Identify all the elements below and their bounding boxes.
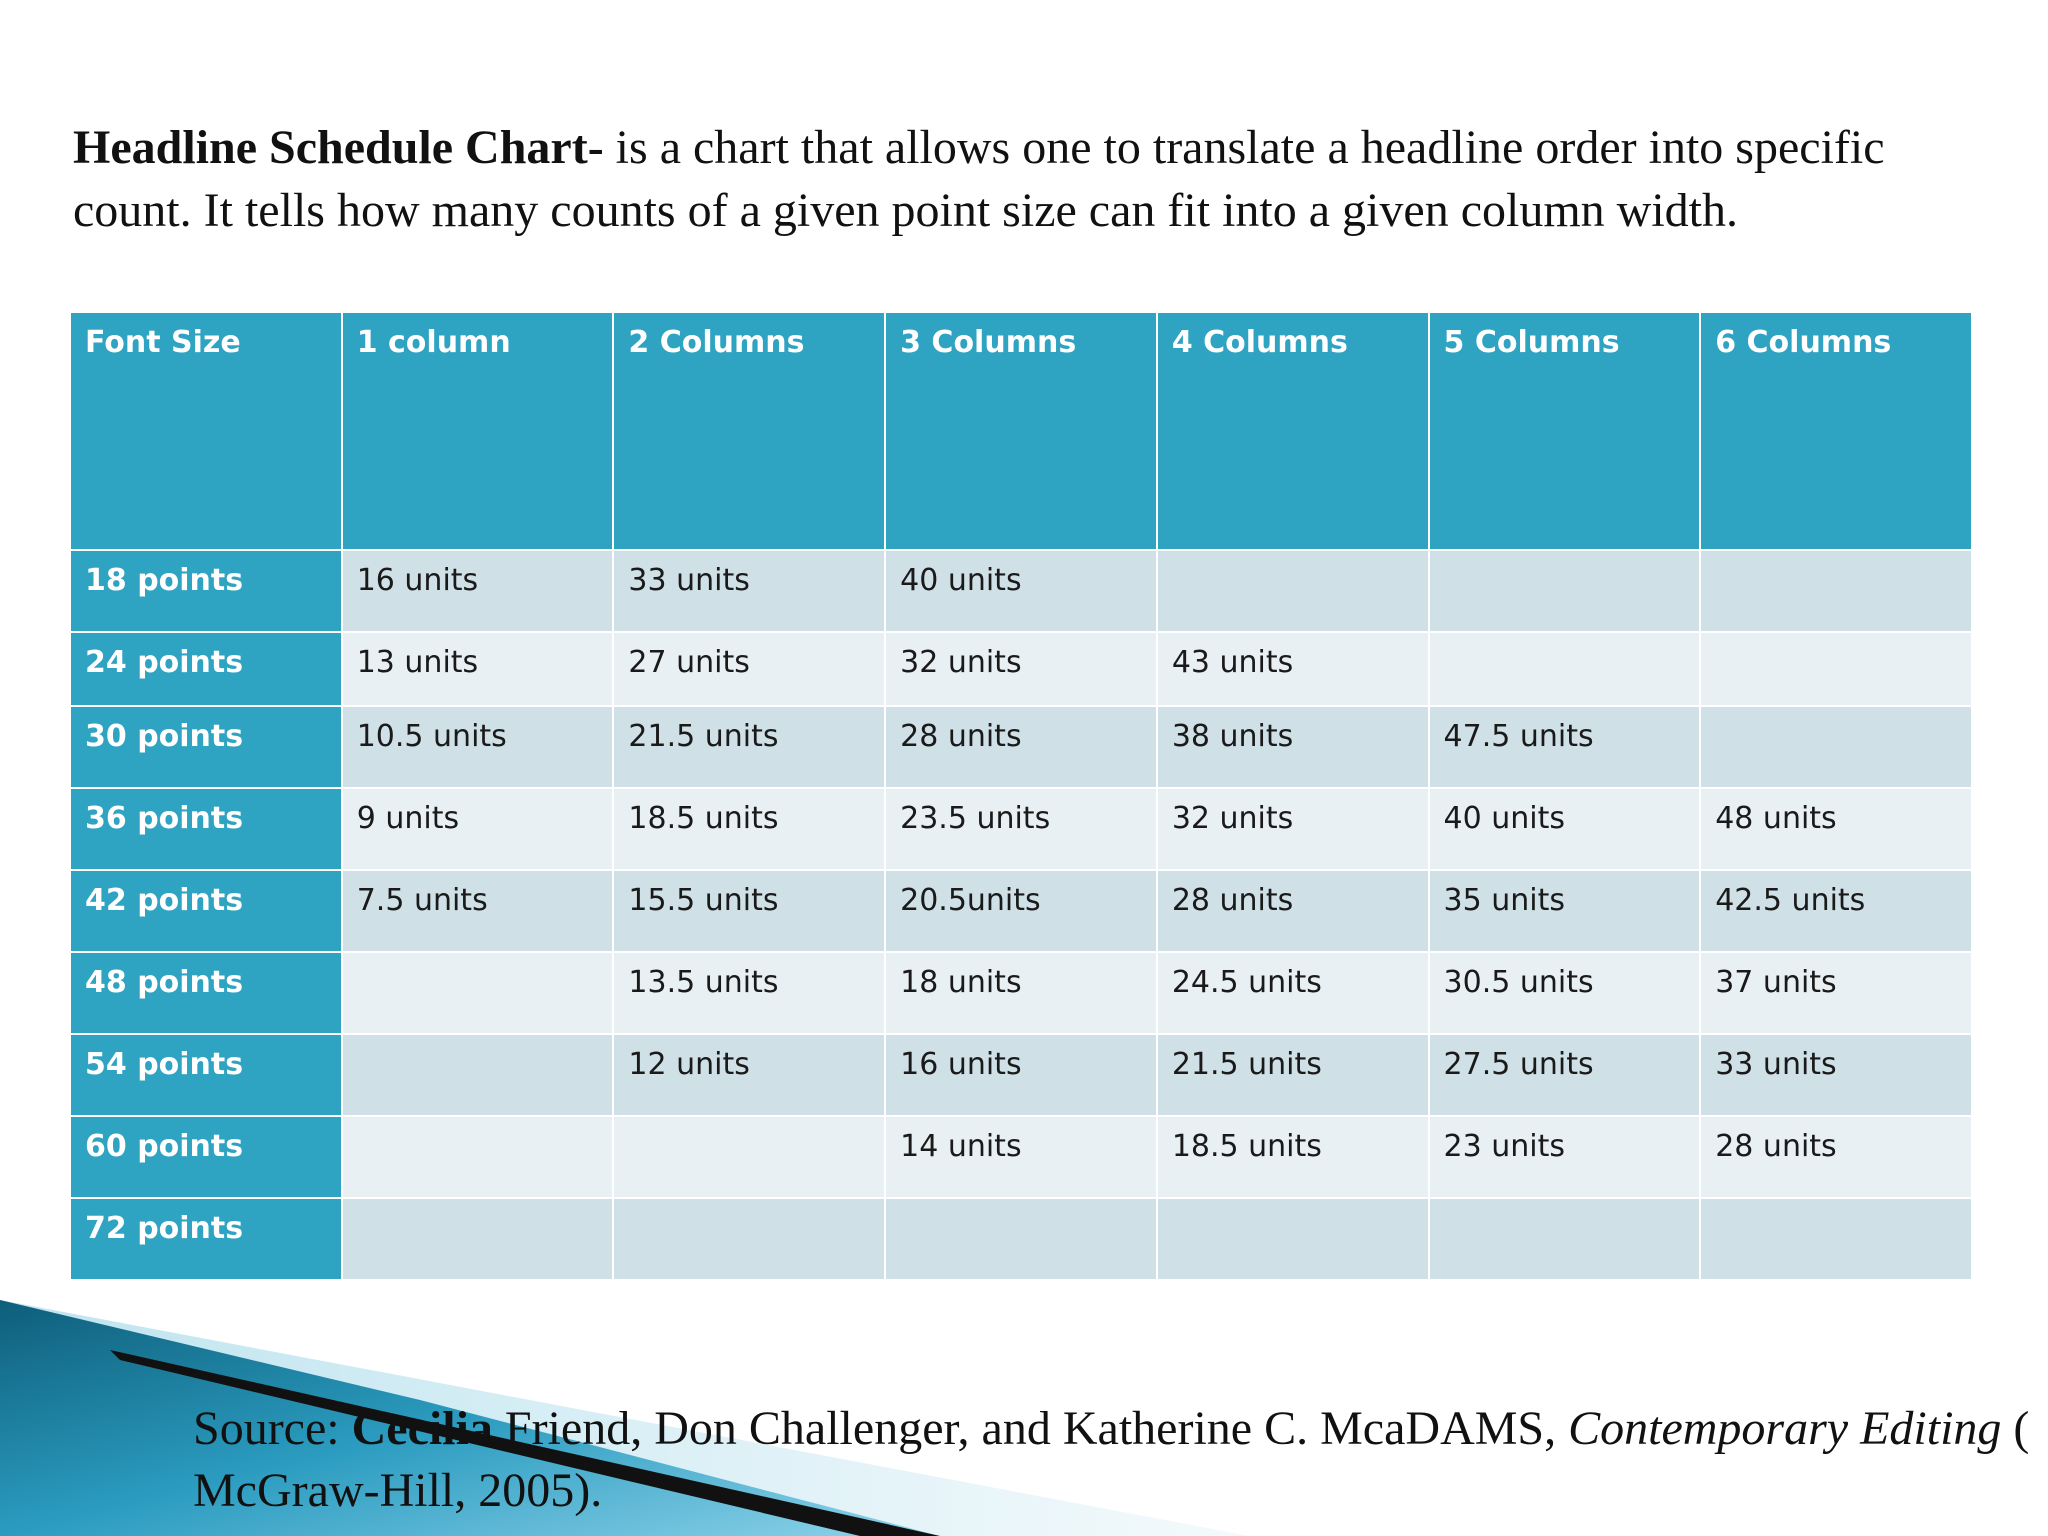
- source-publisher: ( McGraw-Hill, 2005).: [193, 1402, 2030, 1517]
- table-cell: [1700, 706, 1972, 788]
- table-cell: 30.5 units: [1429, 952, 1701, 1034]
- table-cell: [1157, 550, 1429, 632]
- table-cell: 33 units: [613, 550, 885, 632]
- table-cell: [1429, 632, 1701, 706]
- table-cell: 40 units: [885, 550, 1157, 632]
- row-font-size: 48 points: [70, 952, 342, 1034]
- table-cell: 16 units: [885, 1034, 1157, 1116]
- table-cell: 32 units: [1157, 788, 1429, 870]
- table-cell: 15.5 units: [613, 870, 885, 952]
- table-cell: 42.5 units: [1700, 870, 1972, 952]
- table-cell: [1157, 1198, 1429, 1280]
- table-cell: 9 units: [342, 788, 614, 870]
- intro-definition: is a chart that allows one to translate a headline order into specific count. It tells how many counts of a given point size can fit into a given column width.: [73, 121, 1885, 237]
- table-cell: 18 units: [885, 952, 1157, 1034]
- table-cell: 18.5 units: [1157, 1116, 1429, 1198]
- table-cell: [342, 1034, 614, 1116]
- table-cell: 21.5 units: [1157, 1034, 1429, 1116]
- table-header-row: [70, 312, 1972, 550]
- table-cell: 28 units: [1157, 870, 1429, 952]
- table-row: [70, 788, 1972, 870]
- header-4-columns: 4 Columns: [1157, 312, 1429, 550]
- table-row: [70, 952, 1972, 1034]
- table-cell: 37 units: [1700, 952, 1972, 1034]
- row-font-size: 42 points: [70, 870, 342, 952]
- table-cell: [342, 952, 614, 1034]
- table-cell: 35 units: [1429, 870, 1701, 952]
- source-citation: [193, 1398, 2033, 1522]
- table-cell: 23 units: [1429, 1116, 1701, 1198]
- table-body: [70, 550, 1972, 1280]
- table-cell: 48 units: [1700, 788, 1972, 870]
- table-row: [70, 1198, 1972, 1280]
- row-font-size: 30 points: [70, 706, 342, 788]
- table-cell: [342, 1198, 614, 1280]
- table-cell: [613, 1198, 885, 1280]
- table-row: [70, 870, 1972, 952]
- header-3-columns: 3 Columns: [885, 312, 1157, 550]
- table-cell: 13.5 units: [613, 952, 885, 1034]
- header-2-columns: 2 Columns: [613, 312, 885, 550]
- header-font-size: Font Size: [70, 312, 342, 550]
- table-cell: 33 units: [1700, 1034, 1972, 1116]
- table-cell: 24.5 units: [1157, 952, 1429, 1034]
- row-font-size: 72 points: [70, 1198, 342, 1280]
- row-font-size: 24 points: [70, 632, 342, 706]
- header-1-column: 1 column: [342, 312, 614, 550]
- row-font-size: 36 points: [70, 788, 342, 870]
- table-row: [70, 1116, 1972, 1198]
- source-bold-name: Cecilia: [351, 1402, 493, 1455]
- table-cell: 28 units: [885, 706, 1157, 788]
- table-cell: 23.5 units: [885, 788, 1157, 870]
- table-cell: 13 units: [342, 632, 614, 706]
- table-cell: 14 units: [885, 1116, 1157, 1198]
- headline-schedule-table: [69, 311, 1973, 1281]
- table-cell: [1429, 550, 1701, 632]
- table-cell: [342, 1116, 614, 1198]
- table-cell: [1700, 632, 1972, 706]
- intro-paragraph: [73, 116, 1973, 242]
- table-cell: 43 units: [1157, 632, 1429, 706]
- row-font-size: 54 points: [70, 1034, 342, 1116]
- table-row: [70, 706, 1972, 788]
- row-font-size: 18 points: [70, 550, 342, 632]
- intro-term: Headline Schedule Chart-: [73, 121, 604, 174]
- table-cell: [1700, 550, 1972, 632]
- table-cell: [1429, 1198, 1701, 1280]
- table-cell: [885, 1198, 1157, 1280]
- table-cell: 28 units: [1700, 1116, 1972, 1198]
- source-authors: Friend, Don Challenger, and Katherine C. McaDAMS,: [492, 1402, 1569, 1455]
- row-font-size: 60 points: [70, 1116, 342, 1198]
- table-cell: 47.5 units: [1429, 706, 1701, 788]
- table-cell: 16 units: [342, 550, 614, 632]
- header-6-columns: 6 Columns: [1700, 312, 1972, 550]
- table-cell: 38 units: [1157, 706, 1429, 788]
- table-row: [70, 1034, 1972, 1116]
- header-5-columns: 5 Columns: [1429, 312, 1701, 550]
- table-cell: 12 units: [613, 1034, 885, 1116]
- source-prefix: Source:: [193, 1402, 352, 1455]
- source-book-title: Contemporary Editing: [1568, 1402, 2002, 1455]
- table-cell: 10.5 units: [342, 706, 614, 788]
- table-cell: [1700, 1198, 1972, 1280]
- table-cell: 7.5 units: [342, 870, 614, 952]
- table-row: [70, 550, 1972, 632]
- table-cell: 27.5 units: [1429, 1034, 1701, 1116]
- table-cell: 18.5 units: [613, 788, 885, 870]
- table-row: [70, 632, 1972, 706]
- table-cell: [613, 1116, 885, 1198]
- table-cell: 21.5 units: [613, 706, 885, 788]
- table-cell: 27 units: [613, 632, 885, 706]
- table-cell: 32 units: [885, 632, 1157, 706]
- table-cell: 40 units: [1429, 788, 1701, 870]
- table-cell: 20.5units: [885, 870, 1157, 952]
